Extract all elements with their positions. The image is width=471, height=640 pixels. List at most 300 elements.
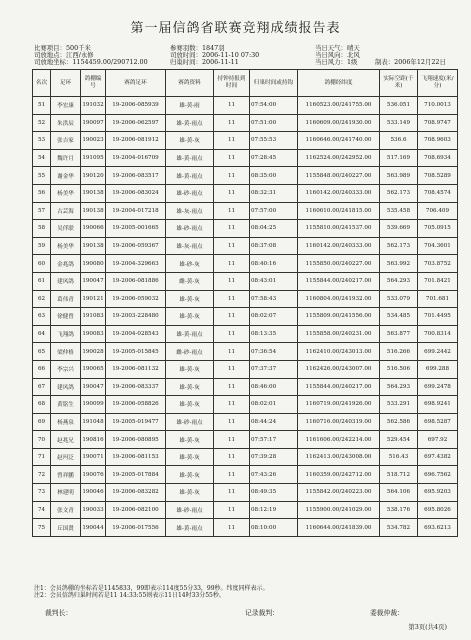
header-coords: 鸽棚经纬度 xyxy=(298,70,380,97)
cell-ring: 19-2003-228480 xyxy=(106,308,166,326)
cell-coords: 1161606.00/242214.00 xyxy=(298,431,380,449)
table-row xyxy=(33,519,458,537)
cell-day: 11 xyxy=(214,184,250,202)
cell-bird-info: 雄-黄-灰 xyxy=(166,466,214,484)
cell-day: 11 xyxy=(214,378,250,396)
cell-rank: 74 xyxy=(33,501,51,519)
cell-day: 11 xyxy=(214,149,250,167)
cell-loft-id: 190076 xyxy=(81,466,106,484)
cell-time: 08:02:01 xyxy=(250,396,298,414)
cell-time: 07:57:17 xyxy=(250,431,298,449)
cell-ring: 19-2006-083024 xyxy=(106,184,166,202)
cell-speed: 695.8026 xyxy=(418,501,458,519)
cell-distance: 538.176 xyxy=(380,501,418,519)
cell-name: 杨美华 xyxy=(51,237,81,255)
cell-speed: 699.2442 xyxy=(418,343,458,361)
cell-ring: 19-2006-083517 xyxy=(106,167,166,185)
cell-loft-id: 190097 xyxy=(81,114,106,132)
cell-time: 07:57:00 xyxy=(250,202,298,220)
cell-speed: 695.9203 xyxy=(418,484,458,502)
cell-time: 08:10:00 xyxy=(250,519,298,537)
table-row xyxy=(33,167,458,185)
cell-distance: 529.454 xyxy=(380,431,418,449)
cell-speed: 701.681 xyxy=(418,290,458,308)
cell-rank: 51 xyxy=(33,97,51,115)
cell-time: 08:44:24 xyxy=(250,413,298,431)
cell-loft-id: 190816 xyxy=(81,431,106,449)
table-header-row xyxy=(33,70,458,97)
cell-ring: 19-2004-329663 xyxy=(106,255,166,273)
table-row xyxy=(33,308,458,326)
table-row xyxy=(33,431,458,449)
cell-day: 11 xyxy=(214,466,250,484)
cell-loft-id: 190028 xyxy=(81,343,106,361)
cell-rank: 56 xyxy=(33,184,51,202)
cell-distance: 518.712 xyxy=(380,466,418,484)
cell-rank: 59 xyxy=(33,237,51,255)
cell-distance: 533.149 xyxy=(380,114,418,132)
cell-name: 李宗兴 xyxy=(51,360,81,378)
cell-speed: 698.5287 xyxy=(418,413,458,431)
cell-loft-id: 190121 xyxy=(81,290,106,308)
results-table xyxy=(32,69,458,537)
cell-speed: 708.5289 xyxy=(418,167,458,185)
cell-coords: 1155842.00/240223.00 xyxy=(298,484,380,502)
cell-time: 08:46:00 xyxy=(250,378,298,396)
table-row xyxy=(33,272,458,290)
cell-bird-info: 雄-砂-灰 xyxy=(166,255,214,273)
cell-ring: 19-2005-019477 xyxy=(106,413,166,431)
cell-distance: 516.506 xyxy=(380,360,418,378)
cell-day: 11 xyxy=(214,272,250,290)
table-row xyxy=(33,114,458,132)
cell-bird-info: 雄-黄-灰 xyxy=(166,132,214,150)
cell-bird-info: 雄-灰-雨点 xyxy=(166,202,214,220)
cell-bird-info: 雄-黄-灰 xyxy=(166,308,214,326)
cell-loft-id: 190138 xyxy=(81,202,106,220)
cell-day: 11 xyxy=(214,325,250,343)
cell-speed: 697.4382 xyxy=(418,448,458,466)
cell-time: 08:35:00 xyxy=(250,167,298,185)
cell-time: 08:02:07 xyxy=(250,308,298,326)
cell-name: 丘国贤 xyxy=(51,519,81,537)
cell-distance: 563.992 xyxy=(380,255,418,273)
cell-loft-id: 190046 xyxy=(81,484,106,502)
cell-time: 07:55:53 xyxy=(250,132,298,150)
cell-bird-info: 雄-灰-雨点 xyxy=(166,237,214,255)
cell-loft-id: 191048 xyxy=(81,413,106,431)
cell-time: 08:32:31 xyxy=(250,184,298,202)
cell-bird-info: 雄-黄-雨点 xyxy=(166,114,214,132)
cell-day: 11 xyxy=(214,132,250,150)
cell-coords: 1160804.00/241932.00 xyxy=(298,290,380,308)
cell-rank: 52 xyxy=(33,114,51,132)
sign-leader: 裁判长： xyxy=(45,609,73,617)
cell-distance: 562.586 xyxy=(380,413,418,431)
cell-time: 07:28:45 xyxy=(250,149,298,167)
cell-ring: 19-2004-016709 xyxy=(106,149,166,167)
cell-rank: 55 xyxy=(33,167,51,185)
cell-ring: 19-2006-081153 xyxy=(106,448,166,466)
cell-loft-id: 190044 xyxy=(81,519,106,537)
cell-rank: 68 xyxy=(33,396,51,414)
cell-rank: 53 xyxy=(33,132,51,150)
cell-name: 张文青 xyxy=(51,501,81,519)
cell-loft-id: 190023 xyxy=(81,132,106,150)
cell-speed: 706.409 xyxy=(418,202,458,220)
cell-bird-info: 雄-黄-雨点 xyxy=(166,325,214,343)
cell-coords: 1160609.00/241930.00 xyxy=(298,114,380,132)
cell-loft-id: 190066 xyxy=(81,220,106,238)
cell-name: 杨美华 xyxy=(51,184,81,202)
cell-day: 11 xyxy=(214,413,250,431)
cell-speed: 699.2478 xyxy=(418,378,458,396)
cell-coords: 1155858.00/240231.00 xyxy=(298,325,380,343)
cell-coords: 1155810.00/241537.00 xyxy=(298,220,380,238)
table-row xyxy=(33,97,458,115)
cell-loft-id: 190033 xyxy=(81,501,106,519)
cell-distance: 516.43 xyxy=(380,448,418,466)
table-row xyxy=(33,501,458,519)
cell-day: 11 xyxy=(214,396,250,414)
cell-loft-id: 190099 xyxy=(81,396,106,414)
table-row xyxy=(33,378,458,396)
table-row xyxy=(33,343,458,361)
cell-day: 11 xyxy=(214,308,250,326)
cell-coords: 1162426.00/243007.00 xyxy=(298,360,380,378)
cell-loft-id: 190047 xyxy=(81,272,106,290)
cell-bird-info: 雄-黄-灰 xyxy=(166,396,214,414)
header-speed: 飞翔速度(米/分) xyxy=(418,70,458,97)
cell-name: 金兆鸽 xyxy=(51,255,81,273)
cell-distance: 534.782 xyxy=(380,519,418,537)
cell-speed: 701.4495 xyxy=(418,308,458,326)
table-row xyxy=(33,255,458,273)
cell-rank: 57 xyxy=(33,202,51,220)
cell-loft-id: 190071 xyxy=(81,448,106,466)
cell-ring: 19-2006-080895 xyxy=(106,431,166,449)
cell-bird-info: 雌-黄-灰 xyxy=(166,272,214,290)
cell-name: 古芸海 xyxy=(51,202,81,220)
cell-loft-id: 191032 xyxy=(81,97,106,115)
cell-coords: 1155900.00/241029.00 xyxy=(298,501,380,519)
cell-name: 吴伴联 xyxy=(51,220,81,238)
table-row xyxy=(33,484,458,502)
cell-speed: 704.3601 xyxy=(418,237,458,255)
page-number: 第3页(共4页) xyxy=(408,623,447,631)
cell-distance: 564.293 xyxy=(380,378,418,396)
cell-name: 魏许月 xyxy=(51,149,81,167)
cell-time: 07:37:37 xyxy=(250,360,298,378)
cell-loft-id: 190138 xyxy=(81,237,106,255)
table-row xyxy=(33,360,458,378)
cell-ring: 19-2005-001665 xyxy=(106,220,166,238)
cell-ring: 19-2006-062597 xyxy=(106,114,166,132)
table-row xyxy=(33,413,458,431)
cell-time: 07:43:26 xyxy=(250,466,298,484)
cell-name: 建风鸽 xyxy=(51,378,81,396)
cell-coords: 1160719.00/241926.00 xyxy=(298,396,380,414)
cell-day: 11 xyxy=(214,519,250,537)
cell-bird-info: 雌-砂-雨点 xyxy=(166,343,214,361)
meta-project: 比赛项目：500千米 xyxy=(34,44,91,52)
header-arrival-time: 归巢时间或持钩 xyxy=(250,70,298,97)
cell-bird-info: 雄-黄-灰 xyxy=(166,484,214,502)
results-body xyxy=(33,97,458,537)
cell-name: 谢金华 xyxy=(51,167,81,185)
footnotes xyxy=(34,585,269,599)
cell-day: 11 xyxy=(214,431,250,449)
cell-rank: 75 xyxy=(33,519,51,537)
cell-time: 08:40:16 xyxy=(250,255,298,273)
cell-ring: 19-2004-028543 xyxy=(106,325,166,343)
cell-name: 朱洪辰 xyxy=(51,114,81,132)
footnote-1: 注1：会员鸽棚的坐标若是1145833，99即表示114度55分33，99秒。纬度同样表示。 xyxy=(34,585,269,592)
cell-day: 11 xyxy=(214,484,250,502)
cell-distance: 534.485 xyxy=(380,308,418,326)
cell-speed: 703.8752 xyxy=(418,255,458,273)
table-row xyxy=(33,132,458,150)
meta-lift-place: 司放地点：江西/永修 xyxy=(34,51,94,59)
cell-time: 08:13:35 xyxy=(250,325,298,343)
cell-speed: 696.7562 xyxy=(418,466,458,484)
cell-ring: 19-2006-081886 xyxy=(106,272,166,290)
cell-time: 08:49:35 xyxy=(250,484,298,502)
cell-bird-info: 雄-砂-雨点 xyxy=(166,413,214,431)
cell-rank: 64 xyxy=(33,325,51,343)
meta-lift-coord: 司放地坐标：1154459.00/290712.00 xyxy=(34,58,148,66)
cell-rank: 60 xyxy=(33,255,51,273)
cell-bird-info: 雄-砂-雨点 xyxy=(166,184,214,202)
cell-rank: 63 xyxy=(33,308,51,326)
table-row xyxy=(33,202,458,220)
cell-loft-id: 190120 xyxy=(81,167,106,185)
cell-rank: 67 xyxy=(33,378,51,396)
cell-name: 徐健曾 xyxy=(51,308,81,326)
cell-coords: 1162410.00/243013.00 xyxy=(298,343,380,361)
cell-speed: 700.8314 xyxy=(418,325,458,343)
cell-name: 杨燕泉 xyxy=(51,413,81,431)
cell-ring: 19-2006-083282 xyxy=(106,484,166,502)
cell-bird-info: 雄-黄-雨点 xyxy=(166,149,214,167)
cell-speed: 693.6213 xyxy=(418,519,458,537)
cell-speed: 705.0915 xyxy=(418,220,458,238)
cell-coords: 1160359.00/242712.00 xyxy=(298,466,380,484)
cell-day: 11 xyxy=(214,167,250,185)
cell-distance: 539.669 xyxy=(380,220,418,238)
cell-ring: 19-2006-059032 xyxy=(106,290,166,308)
cell-ring: 19-2006-081132 xyxy=(106,360,166,378)
meta-return-date: 归巢时间：2006-11-11 xyxy=(170,58,239,66)
cell-rank: 58 xyxy=(33,220,51,238)
cell-speed: 699.288 xyxy=(418,360,458,378)
cell-rank: 54 xyxy=(33,149,51,167)
cell-bird-info: 雄-黄-灰 xyxy=(166,290,214,308)
cell-loft-id: 190047 xyxy=(81,378,106,396)
cell-rank: 66 xyxy=(33,360,51,378)
cell-rank: 69 xyxy=(33,413,51,431)
cell-day: 11 xyxy=(214,290,250,308)
cell-ring: 19-2006-085939 xyxy=(106,97,166,115)
cell-time: 08:04:25 xyxy=(250,220,298,238)
cell-distance: 533.291 xyxy=(380,396,418,414)
sign-recorder: 记录裁判： xyxy=(245,609,279,617)
cell-time: 07:51:00 xyxy=(250,114,298,132)
cell-bird-info: 雄-黄-灰 xyxy=(166,431,214,449)
report-title: 第一届信鸽省联赛竞翔成绩报告表 xyxy=(130,21,341,36)
cell-loft-id: 190138 xyxy=(81,184,106,202)
cell-ring: 19-2005-017884 xyxy=(106,466,166,484)
cell-rank: 65 xyxy=(33,343,51,361)
cell-coords: 1155848.00/240227.00 xyxy=(298,167,380,185)
cell-name: 黄铭生 xyxy=(51,396,81,414)
cell-ring: 19-2004-017218 xyxy=(106,202,166,220)
cell-name: 张吉家 xyxy=(51,132,81,150)
table-row xyxy=(33,184,458,202)
table-row xyxy=(33,466,458,484)
cell-distance: 562.173 xyxy=(380,184,418,202)
cell-rank: 72 xyxy=(33,466,51,484)
cell-time: 07:39:28 xyxy=(250,448,298,466)
cell-loft-id: 191083 xyxy=(81,308,106,326)
cell-day: 11 xyxy=(214,448,250,466)
cell-day: 11 xyxy=(214,360,250,378)
meta-wind-speed: 当日风力：1级 xyxy=(315,58,358,66)
cell-distance: 533.079 xyxy=(380,290,418,308)
cell-bird-info: 雄-黄-灰 xyxy=(166,360,214,378)
table-row xyxy=(33,325,458,343)
cell-name: 飞翔鸽 xyxy=(51,325,81,343)
meta-entries: 参赛羽数：1847羽 xyxy=(170,44,225,52)
cell-name: 李宏康 xyxy=(51,97,81,115)
cell-coords: 1160142.00/240333.00 xyxy=(298,237,380,255)
cell-distance: 535.458 xyxy=(380,202,418,220)
cell-bird-info: 雄-黄-雨点 xyxy=(166,519,214,537)
cell-coords: 1162413.00/243008.00 xyxy=(298,448,380,466)
cell-ring: 19-2006-082100 xyxy=(106,501,166,519)
cell-coords: 1160523.00/241755.00 xyxy=(298,97,380,115)
cell-coords: 1160716.00/240319.00 xyxy=(298,413,380,431)
header-rank: 名次 xyxy=(33,70,51,97)
meta-made-date: 制表：2006年12月22日 xyxy=(375,58,446,66)
cell-rank: 61 xyxy=(33,272,51,290)
cell-coords: 1155844.00/240217.00 xyxy=(298,272,380,290)
cell-distance: 516.266 xyxy=(380,343,418,361)
cell-coords: 1155809.00/241556.00 xyxy=(298,308,380,326)
cell-speed: 710.0013 xyxy=(418,97,458,115)
cell-bird-info: 雄-黄-雨点 xyxy=(166,167,214,185)
cell-name: 赵兆兄 xyxy=(51,431,81,449)
cell-time: 08:37:08 xyxy=(250,237,298,255)
table-row xyxy=(33,396,458,414)
cell-coords: 1162524.00/242952.00 xyxy=(298,149,380,167)
cell-distance: 563.877 xyxy=(380,325,418,343)
cell-name: 葛伟青 xyxy=(51,290,81,308)
cell-bird-info: 雄-黄-灰 xyxy=(166,448,214,466)
cell-name: 建风鸽 xyxy=(51,272,81,290)
header-loft-id: 鸽棚编号 xyxy=(81,70,106,97)
cell-coords: 1160646.00/241740.00 xyxy=(298,132,380,150)
cell-ring: 19-2006-059367 xyxy=(106,237,166,255)
cell-day: 11 xyxy=(214,237,250,255)
header-bird-ring: 赛鸽足环 xyxy=(106,70,166,97)
cell-coords: 1160610.00/241815.00 xyxy=(298,202,380,220)
cell-coords: 1160142.00/240333.00 xyxy=(298,184,380,202)
cell-ring: 19-2006-081912 xyxy=(106,132,166,150)
cell-distance: 517.169 xyxy=(380,149,418,167)
table-row xyxy=(33,220,458,238)
cell-name: 梁仲格 xyxy=(51,343,81,361)
cell-day: 11 xyxy=(214,255,250,273)
cell-bird-info: 雄-砂-雨点 xyxy=(166,220,214,238)
cell-rank: 71 xyxy=(33,448,51,466)
table-row xyxy=(33,237,458,255)
cell-distance: 563.989 xyxy=(380,167,418,185)
header-distance: 实际空距(千米) xyxy=(380,70,418,97)
cell-speed: 698.9241 xyxy=(418,396,458,414)
cell-speed: 697.92 xyxy=(418,431,458,449)
cell-distance: 562.173 xyxy=(380,237,418,255)
cell-rank: 73 xyxy=(33,484,51,502)
sign-committee: 委裁仲裁： xyxy=(370,609,404,617)
cell-ring: 19-2005-015845 xyxy=(106,343,166,361)
cell-day: 11 xyxy=(214,202,250,220)
meta-lift-time: 司放时间：2006-11-10 07:30 xyxy=(170,51,260,59)
cell-loft-id: 190083 xyxy=(81,325,106,343)
cell-coords: 1155844.00/240217.00 xyxy=(298,378,380,396)
cell-day: 11 xyxy=(214,220,250,238)
table-row xyxy=(33,448,458,466)
cell-bird-info: 雄-黄-灰 xyxy=(166,378,214,396)
meta-wind: 当日风向：北风 xyxy=(315,51,360,59)
cell-ring: 19-2006-083337 xyxy=(106,378,166,396)
cell-ring: 19-2006-017556 xyxy=(106,519,166,537)
cell-day: 11 xyxy=(214,97,250,115)
table-row xyxy=(33,149,458,167)
header-ring: 足环 xyxy=(51,70,81,97)
cell-distance: 536.051 xyxy=(380,97,418,115)
cell-loft-id: 190065 xyxy=(81,360,106,378)
cell-distance: 564.106 xyxy=(380,484,418,502)
cell-day: 11 xyxy=(214,501,250,519)
cell-coords: 1160644.00/241839.00 xyxy=(298,519,380,537)
cell-name: 赵玛泛 xyxy=(51,448,81,466)
cell-coords: 1155850.00/240227.00 xyxy=(298,255,380,273)
footnote-2: 注2：会员信鸽归巢时间若是11 14:33:55则表示11日14时33分55秒。 xyxy=(34,592,225,600)
cell-time: 07:54:00 xyxy=(250,97,298,115)
header-clock-day: 持钟持报到时间 xyxy=(214,70,250,97)
cell-time: 08:12:19 xyxy=(250,501,298,519)
cell-speed: 708.9603 xyxy=(418,132,458,150)
cell-day: 11 xyxy=(214,343,250,361)
cell-bird-info: 雄-黄-雨 xyxy=(166,97,214,115)
cell-bird-info: 雄-砂-雨点 xyxy=(166,501,214,519)
cell-loft-id: 190080 xyxy=(81,255,106,273)
cell-speed: 708.6934 xyxy=(418,149,458,167)
cell-rank: 70 xyxy=(33,431,51,449)
cell-speed: 701.8421 xyxy=(418,272,458,290)
cell-name: 曾祥鹏 xyxy=(51,466,81,484)
cell-distance: 564.293 xyxy=(380,272,418,290)
cell-ring: 19-2006-058826 xyxy=(106,396,166,414)
meta-weather: 当日天气：晴天 xyxy=(315,44,360,52)
cell-day: 11 xyxy=(214,114,250,132)
cell-rank: 62 xyxy=(33,290,51,308)
cell-speed: 708.9747 xyxy=(418,114,458,132)
cell-speed: 708.4574 xyxy=(418,184,458,202)
cell-distance: 536.6 xyxy=(380,132,418,150)
cell-loft-id: 191095 xyxy=(81,149,106,167)
